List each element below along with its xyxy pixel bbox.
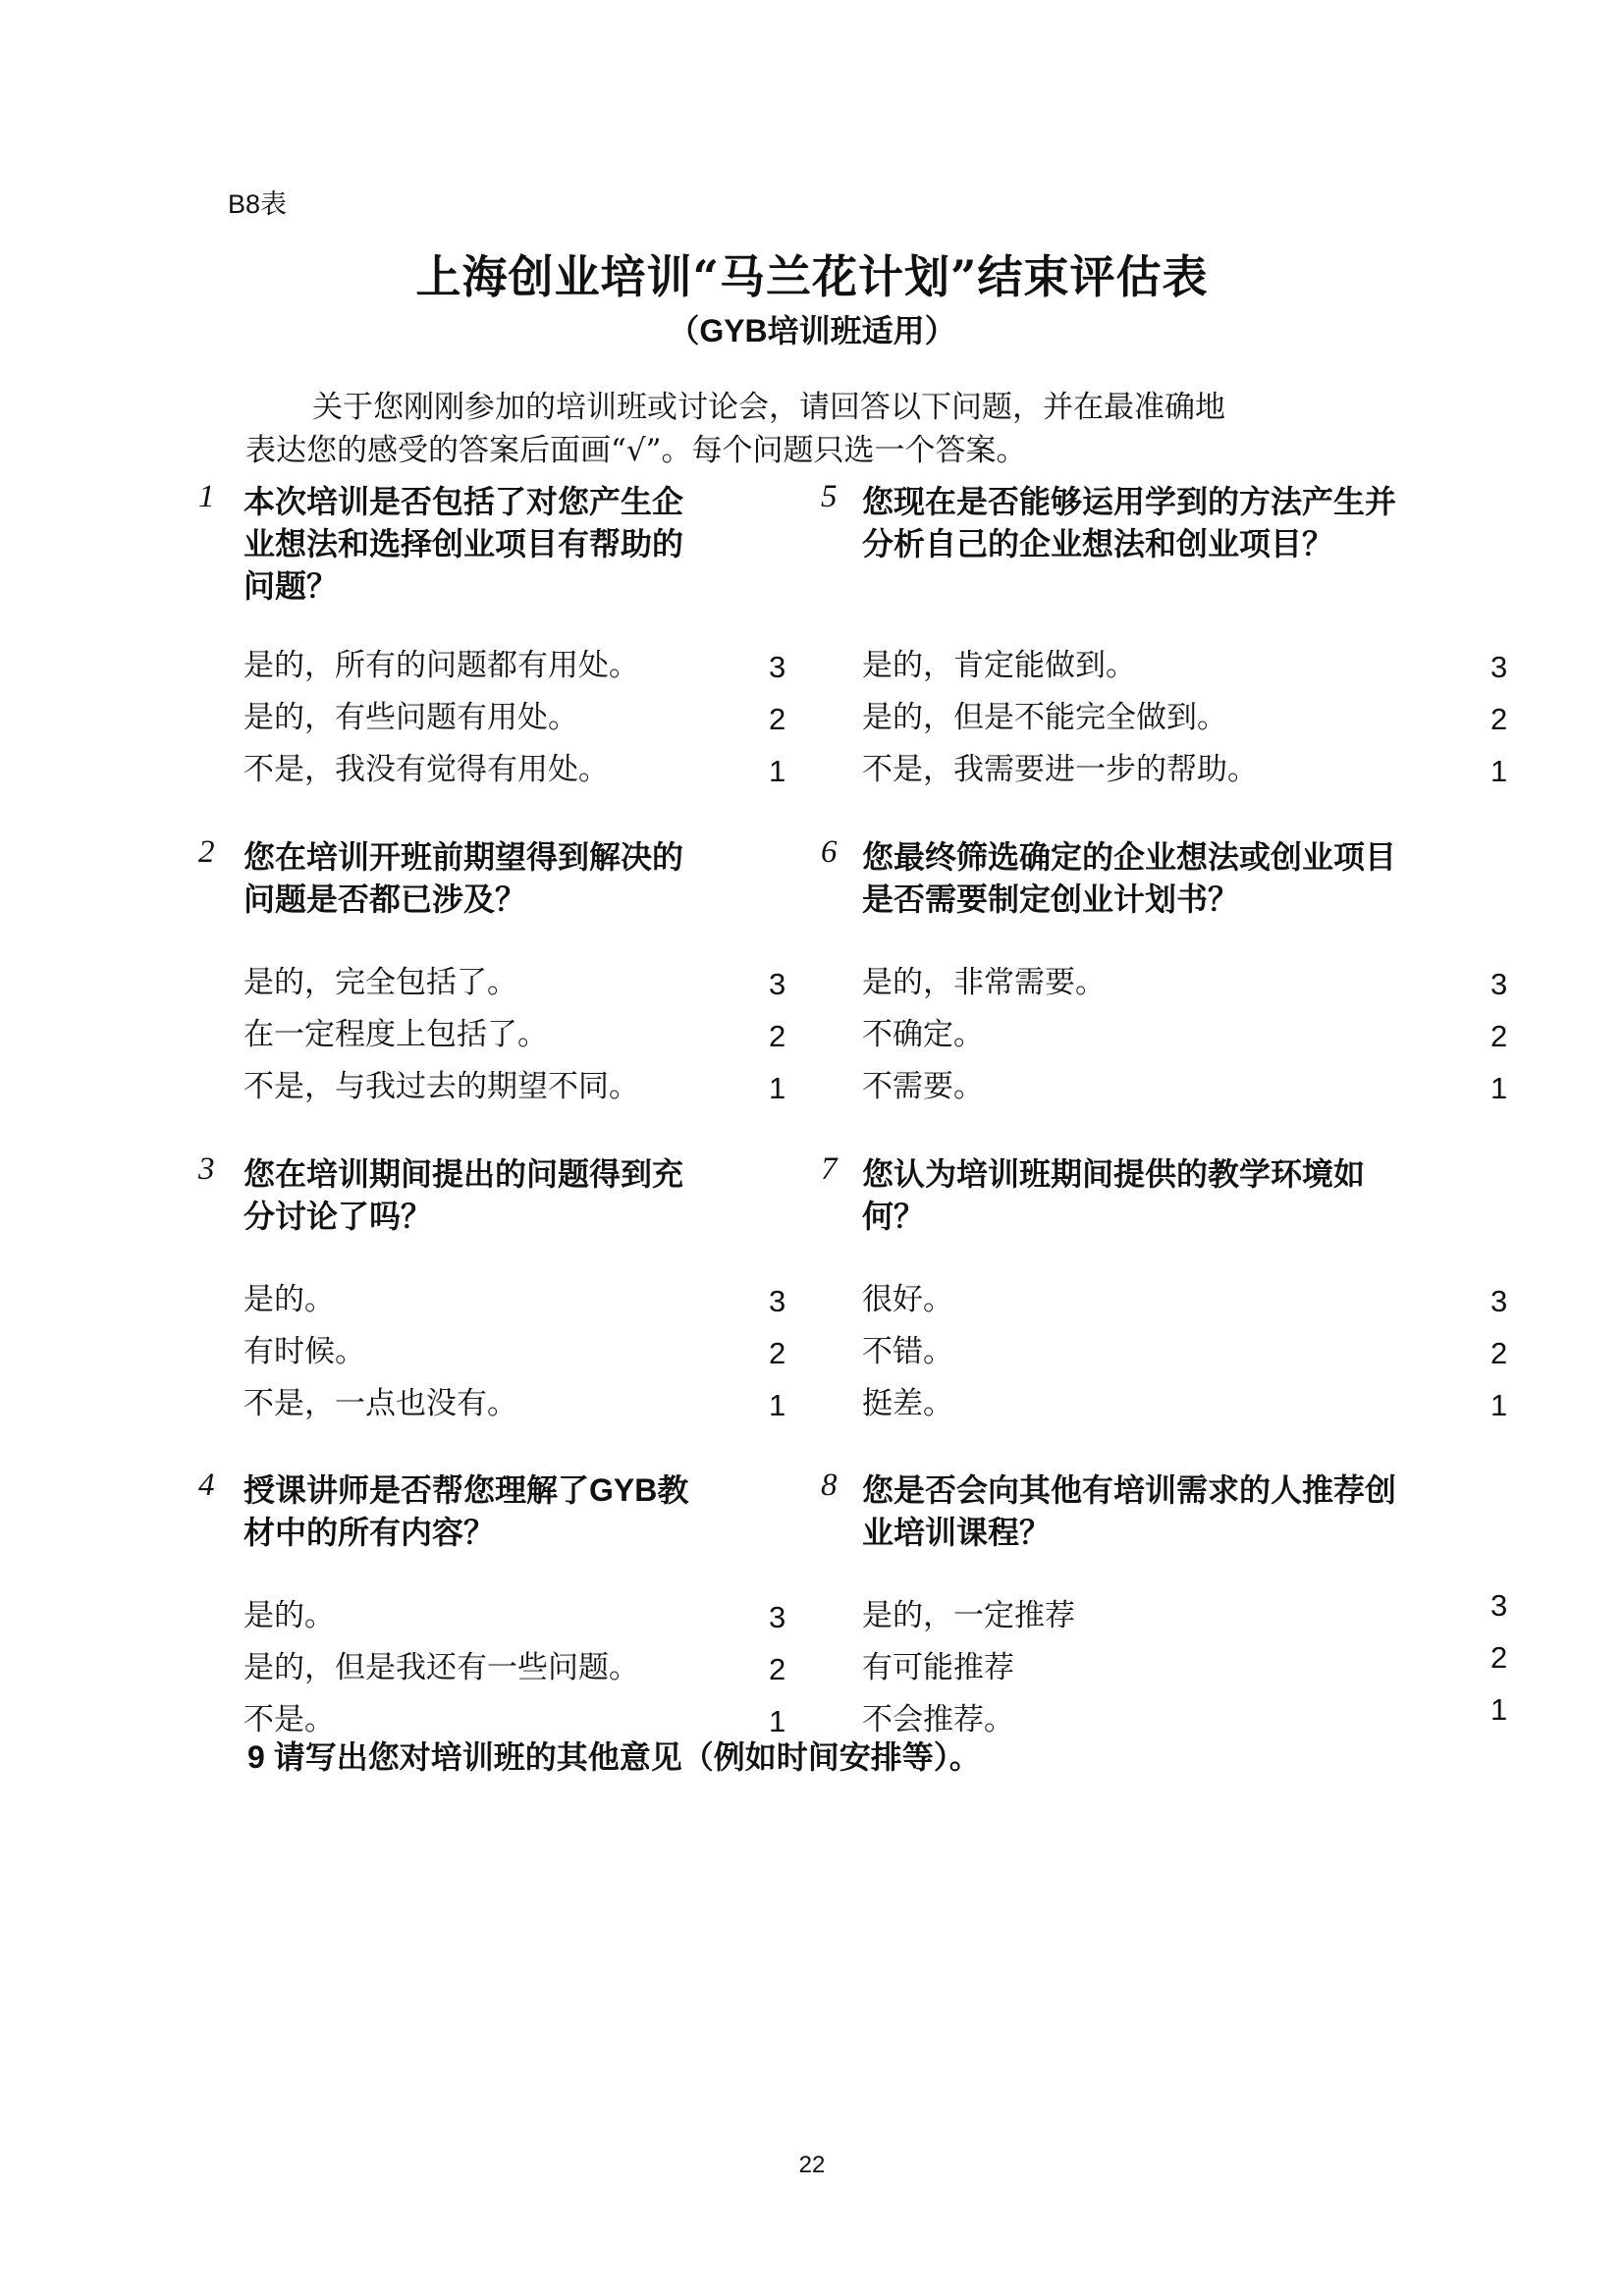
option-score[interactable]: 3 <box>769 650 786 684</box>
page-subtitle: （GYB培训班适用） <box>668 313 956 348</box>
option-score[interactable]: 3 <box>769 1284 786 1318</box>
option-label: 是的。 <box>244 1282 335 1317</box>
option-label: 是的，但是不能完全做到。 <box>862 700 1227 735</box>
option-score[interactable]: 2 <box>1490 1019 1508 1053</box>
option-label: 是的，但是我还有一些问题。 <box>244 1650 639 1685</box>
option-label: 不是，我需要进一步的帮助。 <box>862 752 1258 787</box>
option-score[interactable]: 2 <box>1490 1640 1508 1675</box>
question-text: 您认为培训班期间提供的教学环境如何？ <box>862 1156 1366 1234</box>
question-text: 您现在是否能够运用学到的方法产生并分析自己的企业想法和创业项目？ <box>862 484 1397 561</box>
option-label: 是的，非常需要。 <box>862 965 1106 1000</box>
option-score[interactable]: 1 <box>1490 754 1508 788</box>
option-label: 在一定程度上包括了。 <box>244 1017 548 1052</box>
option-label: 是的，肯定能做到。 <box>862 648 1136 683</box>
option-label: 是的，一定推荐 <box>862 1598 1075 1633</box>
option-label: 是的，所有的问题都有用处。 <box>244 648 639 683</box>
intro-line-2: 表达您的感受的答案后面画“√”。每个问题只选一个答案。 <box>245 433 1027 468</box>
option-label: 是的，完全包括了。 <box>244 965 517 1000</box>
option-score[interactable]: 1 <box>1490 1692 1508 1727</box>
option-label: 不会推荐。 <box>862 1702 1014 1737</box>
option-label: 是的。 <box>244 1598 335 1633</box>
option-label: 挺差。 <box>862 1386 953 1421</box>
question-text: 您在培训开班前期望得到解决的问题是否都已涉及？ <box>244 839 684 917</box>
option-score[interactable]: 2 <box>769 702 786 736</box>
question-number: 1 <box>198 479 215 514</box>
form-code: B8表 <box>228 189 288 219</box>
option-label: 是的，有些问题有用处。 <box>244 700 578 735</box>
option-score[interactable]: 1 <box>769 1071 786 1105</box>
option-score[interactable]: 3 <box>1490 1588 1508 1623</box>
page-number: 22 <box>798 2152 826 2178</box>
option-score[interactable]: 2 <box>1490 702 1508 736</box>
option-score[interactable]: 1 <box>1490 1388 1508 1422</box>
option-label: 不是，一点也没有。 <box>244 1386 517 1421</box>
option-label: 不是，与我过去的期望不同。 <box>244 1069 639 1104</box>
question-number: 8 <box>821 1468 838 1503</box>
option-score[interactable]: 3 <box>1490 1284 1508 1318</box>
question-number: 2 <box>198 834 215 870</box>
question-text: 授课讲师是否帮您理解了GYB教材中的所有内容？ <box>244 1472 689 1550</box>
question-text: 您是否会向其他有培训需求的人推荐创业培训课程？ <box>862 1472 1397 1550</box>
option-score[interactable]: 3 <box>1490 650 1508 684</box>
option-score[interactable]: 3 <box>769 1600 786 1634</box>
option-label: 不确定。 <box>862 1017 984 1052</box>
open-question: 9 请写出您对培训班的其他意见（例如时间安排等）。 <box>247 1739 981 1775</box>
question-text: 您最终筛选确定的企业想法或创业项目是否需要制定创业计划书？ <box>862 839 1397 917</box>
question-number: 6 <box>821 834 838 870</box>
option-score[interactable]: 2 <box>769 1652 786 1686</box>
option-score[interactable]: 2 <box>769 1336 786 1370</box>
option-label: 不需要。 <box>862 1069 984 1104</box>
question-number: 3 <box>198 1151 215 1187</box>
option-label: 不错。 <box>862 1334 953 1369</box>
option-score[interactable]: 3 <box>769 967 786 1001</box>
option-label: 不是，我没有觉得有用处。 <box>244 752 609 787</box>
option-score[interactable]: 1 <box>1490 1071 1508 1105</box>
page-title: 上海创业培训“马兰花计划”结束评估表 <box>415 250 1209 303</box>
option-score[interactable]: 3 <box>1490 967 1508 1001</box>
question-number: 5 <box>821 479 838 514</box>
option-score[interactable]: 1 <box>769 754 786 788</box>
option-label: 很好。 <box>862 1282 953 1317</box>
question-number: 4 <box>198 1468 215 1503</box>
question-number: 7 <box>821 1151 838 1187</box>
question-text: 本次培训是否包括了对您产生企业想法和选择创业项目有帮助的问题？ <box>244 484 684 604</box>
option-score[interactable]: 1 <box>769 1704 786 1738</box>
option-label: 有时候。 <box>244 1334 365 1369</box>
option-label: 有可能推荐 <box>862 1650 1014 1685</box>
option-score[interactable]: 1 <box>769 1388 786 1422</box>
question-text: 您在培训期间提出的问题得到充分讨论了吗？ <box>244 1156 684 1234</box>
intro-line-1: 关于您刚刚参加的培训班或讨论会，请回答以下问题，并在最准确地 <box>312 390 1225 425</box>
option-score[interactable]: 2 <box>1490 1336 1508 1370</box>
option-score[interactable]: 2 <box>769 1019 786 1053</box>
option-label: 不是。 <box>244 1702 335 1737</box>
